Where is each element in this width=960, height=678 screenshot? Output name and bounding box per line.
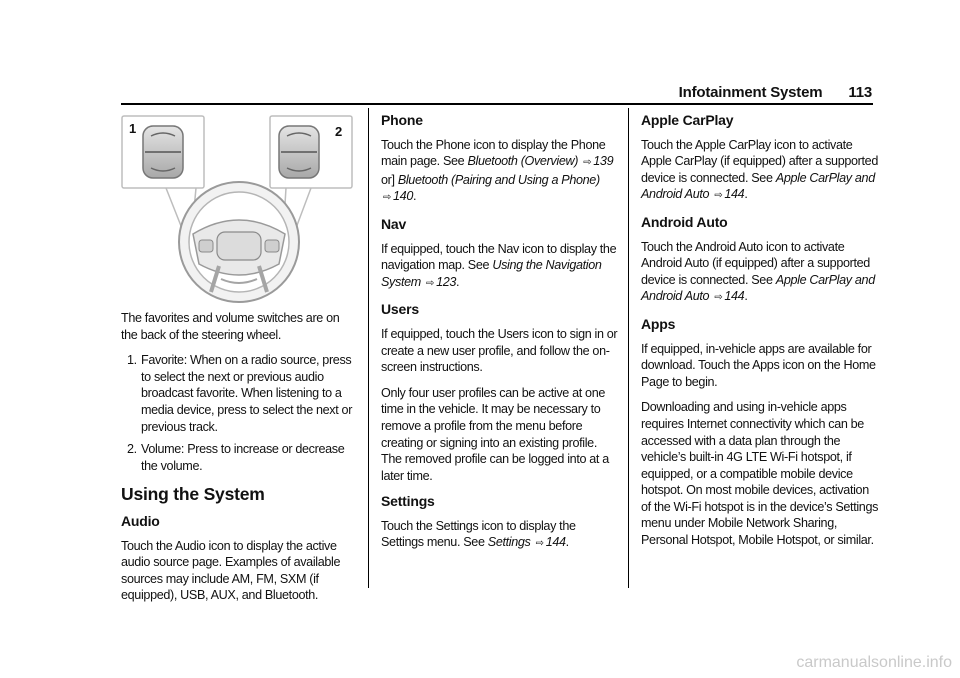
phone-xref-link[interactable]: Bluetooth (Overview) xyxy=(467,154,579,169)
users-heading: Users xyxy=(381,301,419,318)
phone-paragraph: Touch the Phone icon to display the Phone main page. See Bluetooth (Overview) ⇨ 139 or] Bluetooth (Pairing and Using a Phone) ⇨ 140. xyxy=(381,137,614,204)
column-3 xyxy=(641,104,879,558)
page-ref-arrow-icon: ⇨ xyxy=(714,292,723,304)
phone-text: Touch the Phone icon to display the Phone main page. See xyxy=(381,137,606,169)
page-ref[interactable]: 144 xyxy=(724,187,745,202)
settings-heading: Settings xyxy=(381,493,435,510)
list-item xyxy=(121,441,357,474)
list-item xyxy=(121,352,357,435)
page-ref[interactable]: 139 xyxy=(593,154,614,169)
section-title: Infotainment System xyxy=(678,84,823,101)
settings-paragraph: Touch the Settings icon to display the Settings menu. See Settings ⇨ 144. xyxy=(381,518,576,550)
callout-label-1: 1 xyxy=(129,121,137,136)
section-heading: Using the System xyxy=(121,484,265,505)
android-text: Touch the Android Auto icon to activate Android Auto (if equipped) after a supported device is connected. See xyxy=(641,239,870,287)
watermark: carmanualsonline.info xyxy=(796,654,952,671)
carplay-paragraph: Touch the Apple CarPlay icon to activate Apple CarPlay (if equipped) after a supported device is connected. See Apple CarPlay and Android Auto ⇨ 144. xyxy=(641,137,878,202)
page-ref[interactable]: 123 xyxy=(436,274,457,289)
carplay-heading: Apple CarPlay xyxy=(641,112,734,128)
column-1 xyxy=(121,310,357,613)
apps-paragraph-2: Downloading and using in-vehicle apps requires Internet connectivity which can be accessed with a data plan through the vehicle’s built-in 4G LTE Wi-Fi hotspot, if equipped, or a compatible mobile device hotspot. On most mobile devices, activation of the Wi-Fi hotspot is in the device’s Settings menu under Mobile Network Sharing, Personal Hotspot, Mobile Hotspot, or similar. xyxy=(641,400,879,548)
page-ref-arrow-icon: ⇨ xyxy=(383,192,392,204)
carplay-text: Touch the Apple CarPlay icon to activate Apple CarPlay (if equipped) after a supported device is connected. See xyxy=(641,137,878,185)
audio-paragraph: Touch the Audio icon to display the active audio source page. Examples of available sources may include AM, FM, SXM (if equipped), USB, AUX, and Bluetooth. xyxy=(121,538,341,603)
pairing-xref-link[interactable]: Bluetooth (Pairing and Using a Phone) xyxy=(397,172,600,187)
page-ref-arrow-icon: ⇨ xyxy=(583,157,592,169)
switch-list xyxy=(121,352,357,474)
steering-wheel-illustration xyxy=(121,114,356,304)
android-heading: Android Auto xyxy=(641,213,728,230)
intro-paragraph: The favorites and volume switches are on the back of the steering wheel. xyxy=(121,311,340,342)
page-header xyxy=(679,84,872,101)
page-ref[interactable]: 140 xyxy=(393,189,413,204)
page-ref[interactable]: 144 xyxy=(545,535,566,550)
page-ref-arrow-icon: ⇨ xyxy=(535,538,544,550)
page-ref[interactable]: 144 xyxy=(724,289,745,304)
page-ref-arrow-icon: ⇨ xyxy=(426,277,435,289)
phone-or-text: or] xyxy=(381,172,395,187)
settings-xref-link[interactable]: Settings xyxy=(487,535,531,550)
steering-wheel-figure xyxy=(121,114,356,304)
carplay-xref-link[interactable]: Apple CarPlay and Android Auto xyxy=(641,170,875,202)
android-xref-link[interactable]: Apple CarPlay and Android Auto xyxy=(641,272,875,304)
callout-label-2: 2 xyxy=(335,124,343,139)
nav-text: If equipped, touch the Nav icon to display the navigation map. See xyxy=(381,241,617,273)
list-text: Favorite: When on a radio source, press to select the next or previous audio broadcast favorite. When listening to a media device, press to select the next or previous track. xyxy=(141,353,353,434)
nav-paragraph: If equipped, touch the Nav icon to display the navigation map. See Using the Navigation System ⇨ 123. xyxy=(381,241,617,289)
nav-heading: Nav xyxy=(381,215,407,232)
users-paragraph-2: Only four user profiles can be active at one time in the vehicle. It may be necessary to remove a profile from the menu before creating or signing into an existing profile. The removed profile can be logged into at a later time. xyxy=(381,385,609,483)
nav-xref-link[interactable]: Using the Navigation System xyxy=(381,258,602,289)
android-paragraph: Touch the Android Auto icon to activate Android Auto (if equipped) after a supported device is connected. See Apple CarPlay and Android Auto ⇨ 144. xyxy=(641,239,875,304)
column-divider-1 xyxy=(368,108,369,588)
audio-heading: Audio xyxy=(121,512,160,529)
list-number: 2. xyxy=(127,442,137,457)
page-number: 113 xyxy=(848,84,872,101)
list-text: Volume: Press to increase or decrease the volume. xyxy=(141,442,345,473)
phone-heading: Phone xyxy=(381,112,423,128)
settings-text: Touch the Settings icon to display the Settings menu. See xyxy=(381,518,576,550)
page-ref-arrow-icon: ⇨ xyxy=(714,190,723,202)
column-2 xyxy=(381,104,619,562)
list-number: 1. xyxy=(127,353,137,368)
apps-paragraph-1: If equipped, in-vehicle apps are available for download. Touch the Apps icon on the Home Page to begin. xyxy=(641,341,876,389)
column-divider-2 xyxy=(628,108,629,588)
apps-heading: Apps xyxy=(641,315,676,332)
users-paragraph-1: If equipped, touch the Users icon to sign in or create a new user profile, and follow the on-screen instructions. xyxy=(381,326,618,375)
